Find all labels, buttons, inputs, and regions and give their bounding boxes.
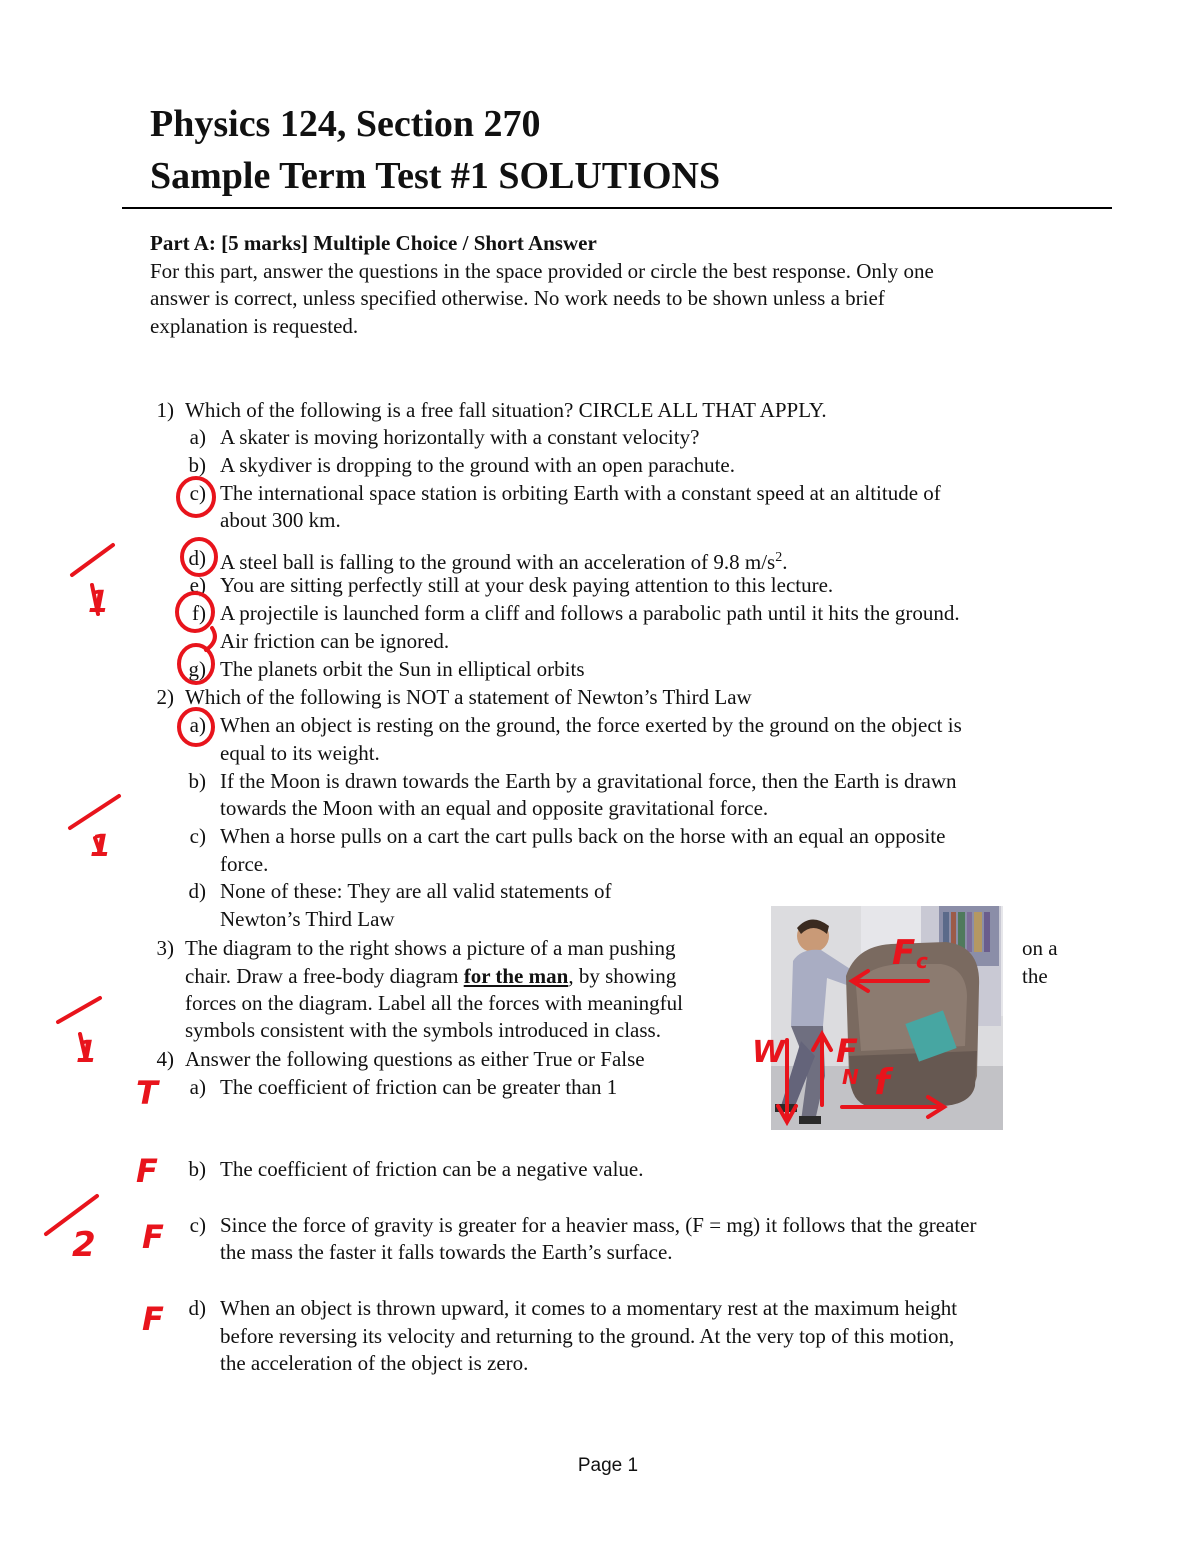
q3-line-2 (185, 962, 676, 990)
label-w: W (752, 1035, 786, 1070)
q4-item-d-text-2: before reversing its velocity and returning to the ground. At the very top of this motion, (220, 1324, 955, 1348)
q3-number: 3) (156, 936, 174, 960)
circle-q1-g-tail (206, 628, 215, 650)
instructions-line-2: answer is correct, unless specified otherwise. No work needs to be shown unless a brief (150, 286, 885, 310)
q3-line-2-end: the (1022, 964, 1048, 988)
q4-item-d-label: d) (188, 1296, 206, 1320)
q2-option-c-label: c) (189, 824, 206, 848)
instructions-line-1: For this part, answer the questions in the space provided or circle the best response. Only one (150, 259, 934, 283)
q2-option-b-text-2: towards the Moon with an equal and opposite gravitational force. (220, 796, 769, 820)
q1-option-c-text: The international space station is orbiting Earth with a constant speed at an altitude of (220, 481, 941, 505)
q2-option-a-text-2: equal to its weight. (220, 741, 380, 765)
q1-option-e-text: You are sitting perfectly still at your desk paying attention to this lecture. (220, 573, 834, 597)
q2-option-c-text-2: force. (220, 852, 269, 876)
q1-option-d-label: d) (188, 546, 206, 570)
q1-option-a-label: a) (189, 425, 206, 449)
score-slash-q2 (70, 796, 119, 828)
answer-4b: F (136, 1152, 158, 1190)
label-fc-sub: c (916, 949, 928, 973)
q4-item-a-label: a) (189, 1075, 206, 1099)
q2-option-d-text-2: Newton’s Third Law (220, 907, 395, 931)
q3-line-2-post: , by showing (568, 964, 677, 988)
q2-option-c-text: When a horse pulls on a cart the cart pulls back on the horse with an equal an opposite (220, 824, 946, 848)
q4-number: 4) (156, 1047, 174, 1071)
page-number: Page 1 (577, 1455, 639, 1476)
instructions-line-3: explanation is requested. (150, 314, 359, 338)
q4-item-c-label: c) (189, 1213, 206, 1237)
q1-number: 1) (156, 398, 174, 422)
q2-option-d-label: d) (188, 879, 206, 903)
answer-4d: F (142, 1300, 164, 1338)
q1-option-f-text: A projectile is launched form a cliff and follows a parabolic path until it hits the ground. (220, 601, 960, 625)
q1-option-d-exponent: 2 (775, 550, 783, 565)
q3-line-3: forces on the diagram. Label all the forces with meaningful (185, 991, 683, 1015)
page-subtitle: Sample Term Test #1 SOLUTIONS (150, 155, 721, 197)
label-fn-sub: N (842, 1065, 859, 1089)
q1-option-a-text: A skater is moving horizontally with a constant velocity? (220, 425, 700, 449)
q3-emphasis: for the man (463, 964, 569, 988)
q2-text: Which of the following is NOT a statement of Newton’s Third Law (185, 685, 752, 709)
q4-text: Answer the following questions as either True or False (185, 1047, 645, 1071)
score-slash-q1 (72, 545, 113, 575)
q1-option-d-tail: . (782, 550, 788, 574)
label-fc-main: F (892, 933, 916, 973)
q1-option-b-label: b) (188, 453, 206, 477)
page-title: Physics 124, Section 270 (150, 103, 541, 145)
q2-number: 2) (156, 685, 174, 709)
q1-option-b-text: A skydiver is dropping to the ground with an open parachute. (220, 453, 735, 477)
answer-4c: F (142, 1218, 164, 1256)
title-rule (122, 207, 1112, 209)
q2-option-d-text: None of these: They are all valid statements of (220, 879, 612, 903)
q2-option-b-label: b) (188, 769, 206, 793)
q1-option-g-text: The planets orbit the Sun in elliptical orbits (220, 657, 585, 681)
q4-item-d-text: When an object is thrown upward, it comes to a momentary rest at the maximum height (220, 1296, 958, 1320)
score-q3: 1 (76, 1035, 97, 1070)
q2-option-b-text: If the Moon is drawn towards the Earth by a gravitational force, then the Earth is drawn (220, 769, 957, 793)
man-pushing-chair-illustration (771, 906, 1003, 1130)
q2-option-a-label: a) (189, 713, 206, 737)
label-f: f (874, 1062, 890, 1103)
score-digit-q3-stroke (80, 1034, 86, 1060)
q1-option-f-label: f) (192, 601, 206, 625)
label-fn-main: F (836, 1032, 858, 1070)
q1-option-f-text-2: Air friction can be ignored. (220, 629, 450, 653)
score-q4: 2 (72, 1225, 96, 1265)
q4-item-c-text-2: the mass the faster it falls towards the Earth’s surface. (220, 1240, 673, 1264)
q3-line-4: symbols consistent with the symbols introduced in class. (185, 1018, 661, 1042)
q3-line-2-pre: chair. Draw a free-body diagram (185, 964, 464, 988)
q1-option-e-label: e) (189, 573, 206, 597)
q4-item-d-text-3: the acceleration of the object is zero. (220, 1351, 529, 1375)
score-slash-q3 (58, 998, 100, 1022)
q4-item-a-text: The coefficient of friction can be greater than 1 (220, 1075, 618, 1099)
q4-item-b-label: b) (188, 1157, 206, 1181)
score-digit-q1-stroke (92, 585, 98, 614)
score-digit-q2-stroke (95, 838, 100, 852)
q1-text: Which of the following is a free fall situation? CIRCLE ALL THAT APPLY. (185, 398, 827, 422)
score-slash-q4 (46, 1196, 97, 1234)
part-a-heading: Part A: [5 marks] Multiple Choice / Short Answer (150, 231, 597, 255)
q4-item-b-text: The coefficient of friction can be a negative value. (220, 1157, 644, 1181)
answer-4a: T (136, 1074, 158, 1112)
q1-option-c-text-2: about 300 km. (220, 508, 341, 532)
q1-option-g-label: g) (188, 657, 206, 681)
q3-line-1: The diagram to the right shows a picture of a man pushing (185, 936, 676, 960)
score-q1: 1 (88, 585, 109, 620)
q1-option-d-main: A steel ball is falling to the ground with an acceleration of 9.8 m/s (220, 550, 776, 574)
q2-option-a-text: When an object is resting on the ground, the force exerted by the ground on the object is (220, 713, 962, 737)
q3-line-1-end: on a (1022, 936, 1058, 960)
q1-option-c-label: c) (189, 481, 206, 505)
score-q2: 1 (90, 829, 111, 864)
q4-item-c-text: Since the force of gravity is greater for a heavier mass, (F = mg) it follows that the greater (220, 1213, 977, 1237)
